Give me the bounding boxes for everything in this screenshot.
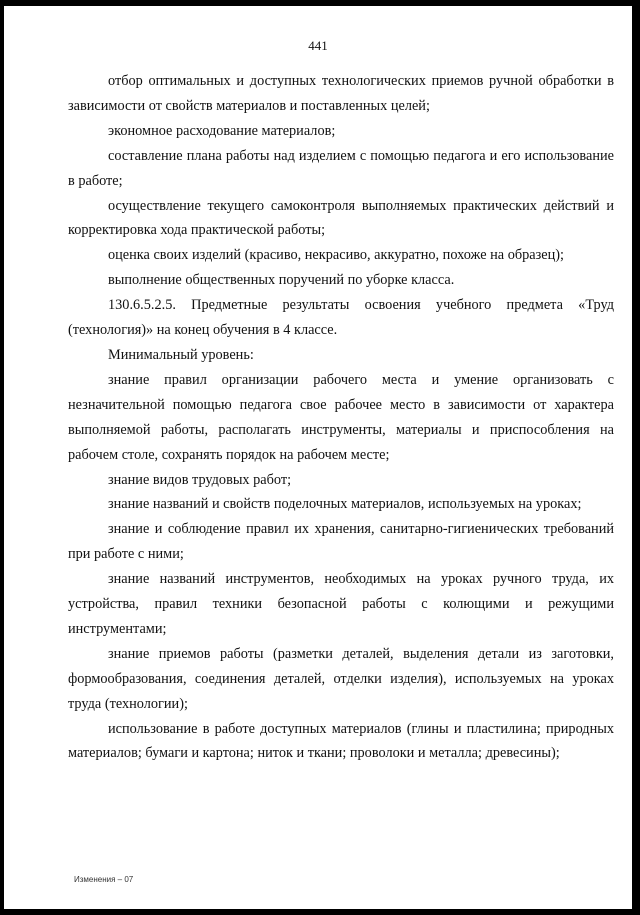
paragraph: знание названий и свойств поделочных материалов, используемых на уроках; [108,496,582,513]
page-number: 441 [308,38,328,53]
paragraph: знание правил организации рабочего места и умение организовать с незначительной помощью педагога свое рабочее место в зависимости от характера выполняемой работы, располагать инструменты, материалы и приспособления на рабочем столе, сохранять порядок на рабочем месте; [68,371,614,463]
paragraph: оценка своих изделий (красиво, некрасиво, аккуратно, похоже на образец); [108,247,564,264]
document-body [68,69,614,766]
paragraph: экономное расходование материалов; [108,122,336,139]
paragraph: отбор оптимальных и доступных технологических приемов ручной обработки в зависимости от свойств материалов и поставленных целей; [68,73,614,114]
paragraph: знание и соблюдение правил их хранения, санитарно-гигиенических требований при работе с ними; [68,521,614,563]
paragraph: выполнение общественных поручений по уборке класса. [108,272,455,289]
subheading-paragraph: Минимальный уровень: [108,346,254,363]
paragraph: знание видов трудовых работ; [108,471,292,488]
paragraph: составление плана работы над изделием с помощью педагога и его использование в работе; [68,147,614,189]
footer-revision-note: Изменения – 07 [74,875,134,884]
paragraph: использование в работе доступных материалов (глины и пластилина; природных материалов; бумаги и картона; ниток и ткани; проволоки и металла; древесины); [68,720,614,762]
document-page [4,6,632,909]
paragraph: осуществление текущего самоконтроля выполняемых практических действий и корректировка хода практической работы; [68,197,614,239]
paragraph: знание приемов работы (разметки деталей, выделения детали из заготовки, формообразования, соединения деталей, отделки изделия), используемых на уроках труда (технологии); [68,645,614,712]
section-heading-paragraph: 130.6.5.2.5. Предметные результаты освоения учебного предмета «Труд (технология)» на конец обучения в 4 классе. [68,297,614,339]
paragraph: знание названий инструментов, необходимых на уроках ручного труда, их устройства, правил техники безопасной работы с колющими и режущими инструментами; [68,571,614,637]
